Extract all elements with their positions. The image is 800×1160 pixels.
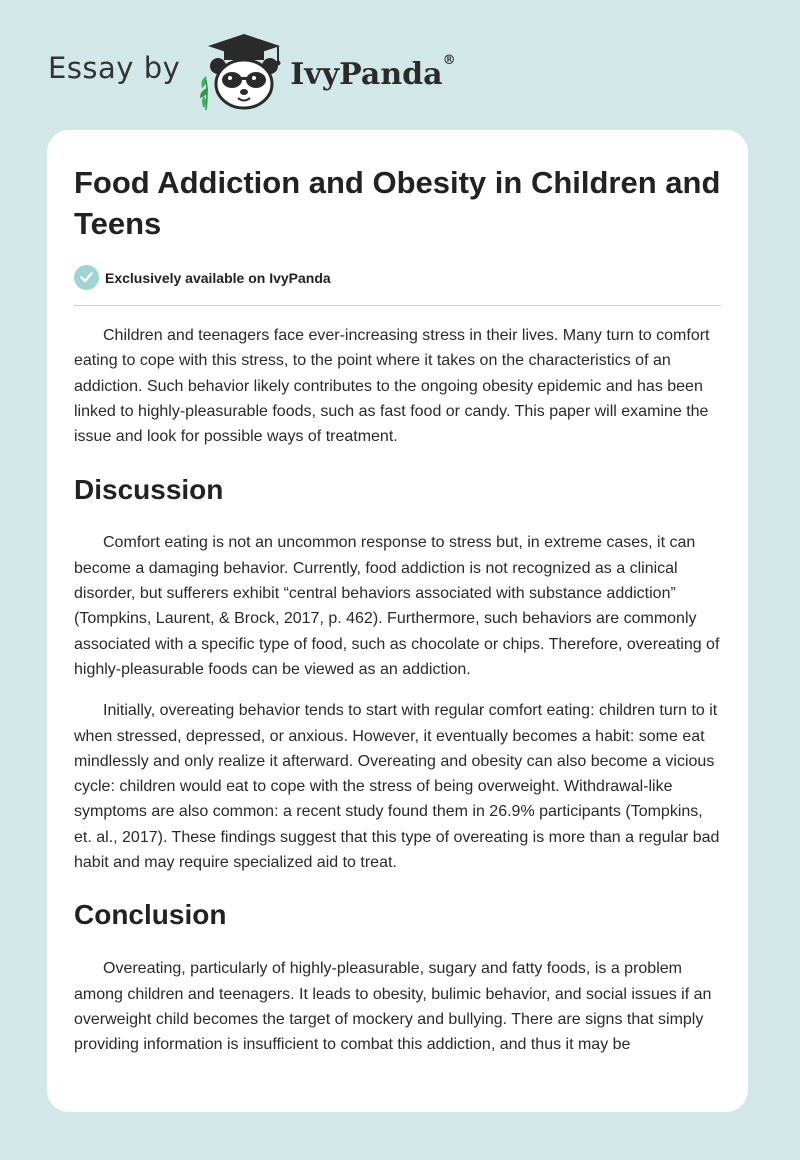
conclusion-heading: Conclusion — [74, 899, 227, 931]
conclusion-paragraph-1: Overeating, particularly of highly-pleasurable, sugary and fatty foods, is a problem among children and teenagers. It leads to obesity, bulimic behavior, and social issues if an overweight child becomes the target of mockery and bullying. There are signs that simply providing information is insufficient to combat this addiction, and thus it may be — [74, 960, 712, 1054]
exclusive-label: Exclusively available on IvyPanda — [105, 269, 331, 286]
intro-paragraph: Children and teenagers face ever-increasing stress in their lives. Many turn to comfort eating to cope with this stress, to the point where it takes on the characteristics of an addiction. Such behavior likely contributes to the ongoing obesity epidemic and has been linked to highly-pleasurable foods, such as fast food or candy. This paper will examine the issue and look for possible ways of treatment. — [74, 327, 710, 446]
essay-title: Food Addiction and Obesity in Children and Teens — [74, 165, 721, 241]
ivypanda-wordmark[interactable] — [290, 52, 456, 92]
exclusive-badge — [74, 265, 721, 306]
site-header — [48, 32, 456, 112]
discussion-paragraph-1: Comfort eating is not an uncommon response to stress but, in extreme cases, it can become a damaging behavior. Currently, food addiction is not recognized as a clinical disorder, but sufferers exhibit “central behaviors associated with substance addiction” (Tompkins, Laurent, & Brock, 2017, p. 462). Furthermore, such behaviors are commonly associated with a specific type of food, such as chocolate or chips. Therefore, overeating of highly-pleasurable foods can be viewed as an addiction. — [74, 534, 720, 678]
discussion-paragraph-2: Initially, overeating behavior tends to start with regular comfort eating: children turn to it when stressed, depressed, or anxious. However, it eventually becomes a habit: some eat mindlessly and only realize it afterward. Overeating and obesity can also become a vicious cycle: children would eat to cope with the stress of being overweight. Withdrawal-like symptoms are also common: a recent study found them in 26.9% participants (Tompkins, et. al., 2017). These findings suggest that this type of overeating is more than a regular bad habit and may require specialized aid to treat. — [74, 702, 720, 872]
ivypanda-panda-logo-icon[interactable] — [194, 32, 286, 112]
brand-name: IvyPanda — [290, 56, 443, 92]
trademark-symbol: ® — [442, 52, 456, 68]
check-icon — [74, 265, 99, 290]
essay-card — [47, 130, 748, 1112]
essay-by-label: Essay by — [48, 51, 181, 85]
discussion-heading: Discussion — [74, 474, 224, 506]
